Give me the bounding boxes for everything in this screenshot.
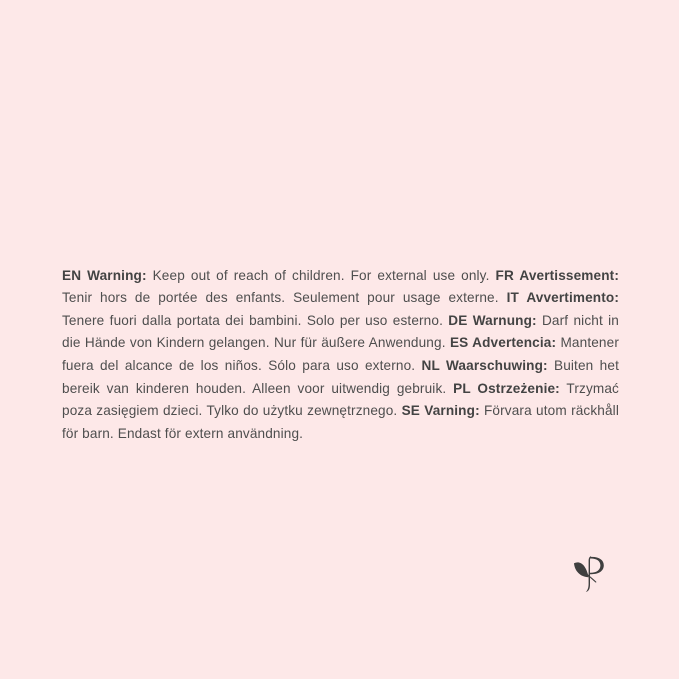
warning-label-it: IT Avvertimento: [506,290,619,306]
warning-label-se: SE Varning: [401,403,480,419]
warning-label-nl: NL Waarschuwing: [421,357,548,373]
warning-label-de: DE Warnung: [448,312,537,328]
multilingual-warning-text [62,265,619,446]
leaf-p-monogram-icon [571,554,609,594]
brand-logo [571,554,609,594]
warning-text-se: Förvara utom räckhåll för barn. Endast för extern användning. [62,403,619,441]
warning-label-fr: FR Avertissement: [495,267,619,283]
warning-label-es: ES Advertencia: [449,335,557,351]
warning-label-en: EN Warning: [62,267,147,283]
warning-text-pl: Trzymać poza zasięgiem dzieci. Tylko do użytku zewnętrznego. [62,380,619,419]
warning-text-nl: Buiten het bereik van kinderen houden. Alleen voor uitwendig gebruik. [62,357,619,396]
warning-text-it: Tenere fuori dalla portata dei bambini. Solo per uso esterno. [62,312,449,328]
warning-label-pl: PL Ostrzeżenie: [453,380,560,396]
warning-text-es: Mantener fuera del alcance de los niños. Sólo para uso externo. [62,335,619,373]
warning-text-fr: Tenir hors de portée des enfants. Seulement pour usage externe. [62,290,507,306]
warning-text-en: Keep out of reach of children. For external use only. [146,267,496,283]
warning-text-de: Darf nicht in die Hände von Kindern gelangen. Nur für äußere Anwendung. [62,312,619,351]
